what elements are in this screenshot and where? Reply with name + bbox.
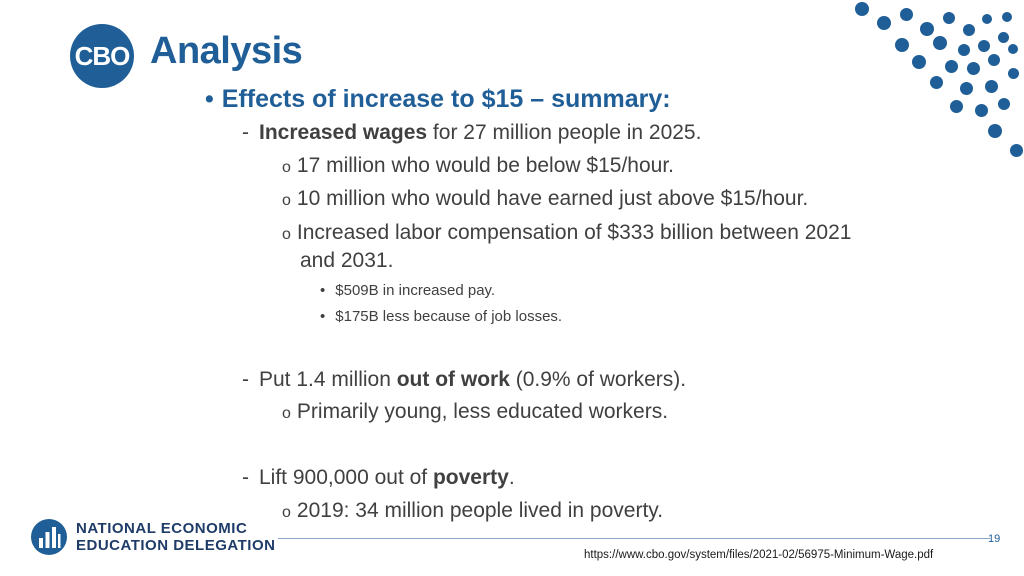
work-pre: Put 1.4 million — [259, 368, 397, 391]
wages-bold: Increased wages — [259, 121, 428, 144]
decor-dot — [950, 100, 963, 113]
footer-divider — [278, 538, 990, 539]
wages-rest: for 27 million people in 2025. — [427, 121, 702, 144]
decor-dot — [988, 124, 1002, 138]
decor-dot — [877, 16, 891, 30]
poverty-item — [242, 466, 515, 490]
decor-dot — [988, 54, 1000, 66]
poverty-sub-item — [282, 499, 663, 523]
nee-logo-line2: EDUCATION DELEGATION — [76, 537, 276, 554]
dash-glyph: - — [242, 121, 249, 144]
summary-heading-text: Effects of increase to $15 – summary: — [221, 85, 671, 113]
wages-sub-item — [282, 221, 851, 245]
circle-bullet: o — [282, 405, 291, 422]
cbo-logo-text: CBO — [74, 40, 130, 71]
circle-bullet: o — [282, 159, 291, 176]
decor-dot — [943, 12, 955, 24]
decor-dot — [900, 8, 913, 21]
decor-dot — [1008, 68, 1019, 79]
decor-dot — [960, 82, 973, 95]
decor-dot — [912, 55, 926, 69]
circle-bullet: o — [282, 504, 291, 521]
work-sub-item — [282, 400, 668, 424]
wages-sub-text: Increased labor compensation of $333 billion between 2021 — [296, 221, 852, 244]
decor-dot — [920, 22, 934, 36]
decor-dot — [895, 38, 909, 52]
work-sub-text: Primarily young, less educated workers. — [296, 400, 669, 423]
decor-dot — [1008, 44, 1018, 54]
poverty-pre: Lift 900,000 out of — [259, 466, 433, 489]
decor-dot — [855, 2, 869, 16]
dot-bullet: • — [320, 308, 326, 325]
wages-sub-text: 17 million who would be below $15/hour. — [296, 154, 674, 177]
nee-emblem-icon — [30, 518, 68, 556]
wages-subsub-text: $509B in increased pay. — [335, 282, 496, 299]
wages-subsub-text: $175B less because of job losses. — [335, 308, 563, 325]
nee-logo-line1: NATIONAL ECONOMIC — [76, 520, 248, 537]
decor-dot — [933, 36, 947, 50]
circle-bullet: o — [282, 192, 291, 209]
work-bold: out of work — [396, 368, 510, 391]
dash-glyph: - — [242, 368, 249, 391]
dash-glyph: - — [242, 466, 249, 489]
decor-dot — [975, 104, 988, 117]
wages-item — [242, 121, 701, 145]
work-post: (0.9% of workers). — [509, 368, 687, 391]
summary-heading — [205, 85, 671, 114]
decor-dot — [963, 24, 975, 36]
page-number: 19 — [988, 533, 1001, 545]
wages-subsub-item — [320, 308, 562, 325]
decor-dot — [967, 62, 980, 75]
decor-dot — [982, 14, 992, 24]
nee-logo — [30, 518, 275, 556]
decor-dot — [945, 60, 958, 73]
decor-dot — [958, 44, 970, 56]
decor-dot — [930, 76, 943, 89]
wages-subsub-item — [320, 282, 495, 299]
nee-logo-text — [76, 520, 275, 554]
poverty-post: . — [508, 466, 515, 489]
decor-dot — [998, 32, 1009, 43]
decor-dot — [1010, 144, 1023, 157]
wages-sub-text: 10 million who would have earned just above $15/hour. — [296, 187, 809, 210]
wages-sub-item — [282, 154, 674, 178]
wages-sub-item — [282, 187, 808, 211]
slide-title: Analysis — [150, 30, 303, 72]
dot-bullet: • — [320, 282, 326, 299]
source-link[interactable]: https://www.cbo.gov/system/files/2021-02/56975-Minimum-Wage.pdf — [584, 549, 934, 561]
circle-bullet: o — [282, 226, 291, 243]
poverty-sub-text: 2019: 34 million people lived in poverty. — [296, 499, 664, 522]
work-item — [242, 368, 686, 392]
poverty-bold: poverty — [432, 466, 509, 489]
wages-sub-continuation: and 2031. — [300, 249, 394, 272]
decor-dot — [978, 40, 990, 52]
decor-dot — [1002, 12, 1012, 22]
decor-dot — [998, 98, 1010, 110]
bullet-glyph: • — [205, 85, 214, 113]
decor-dot — [985, 80, 998, 93]
